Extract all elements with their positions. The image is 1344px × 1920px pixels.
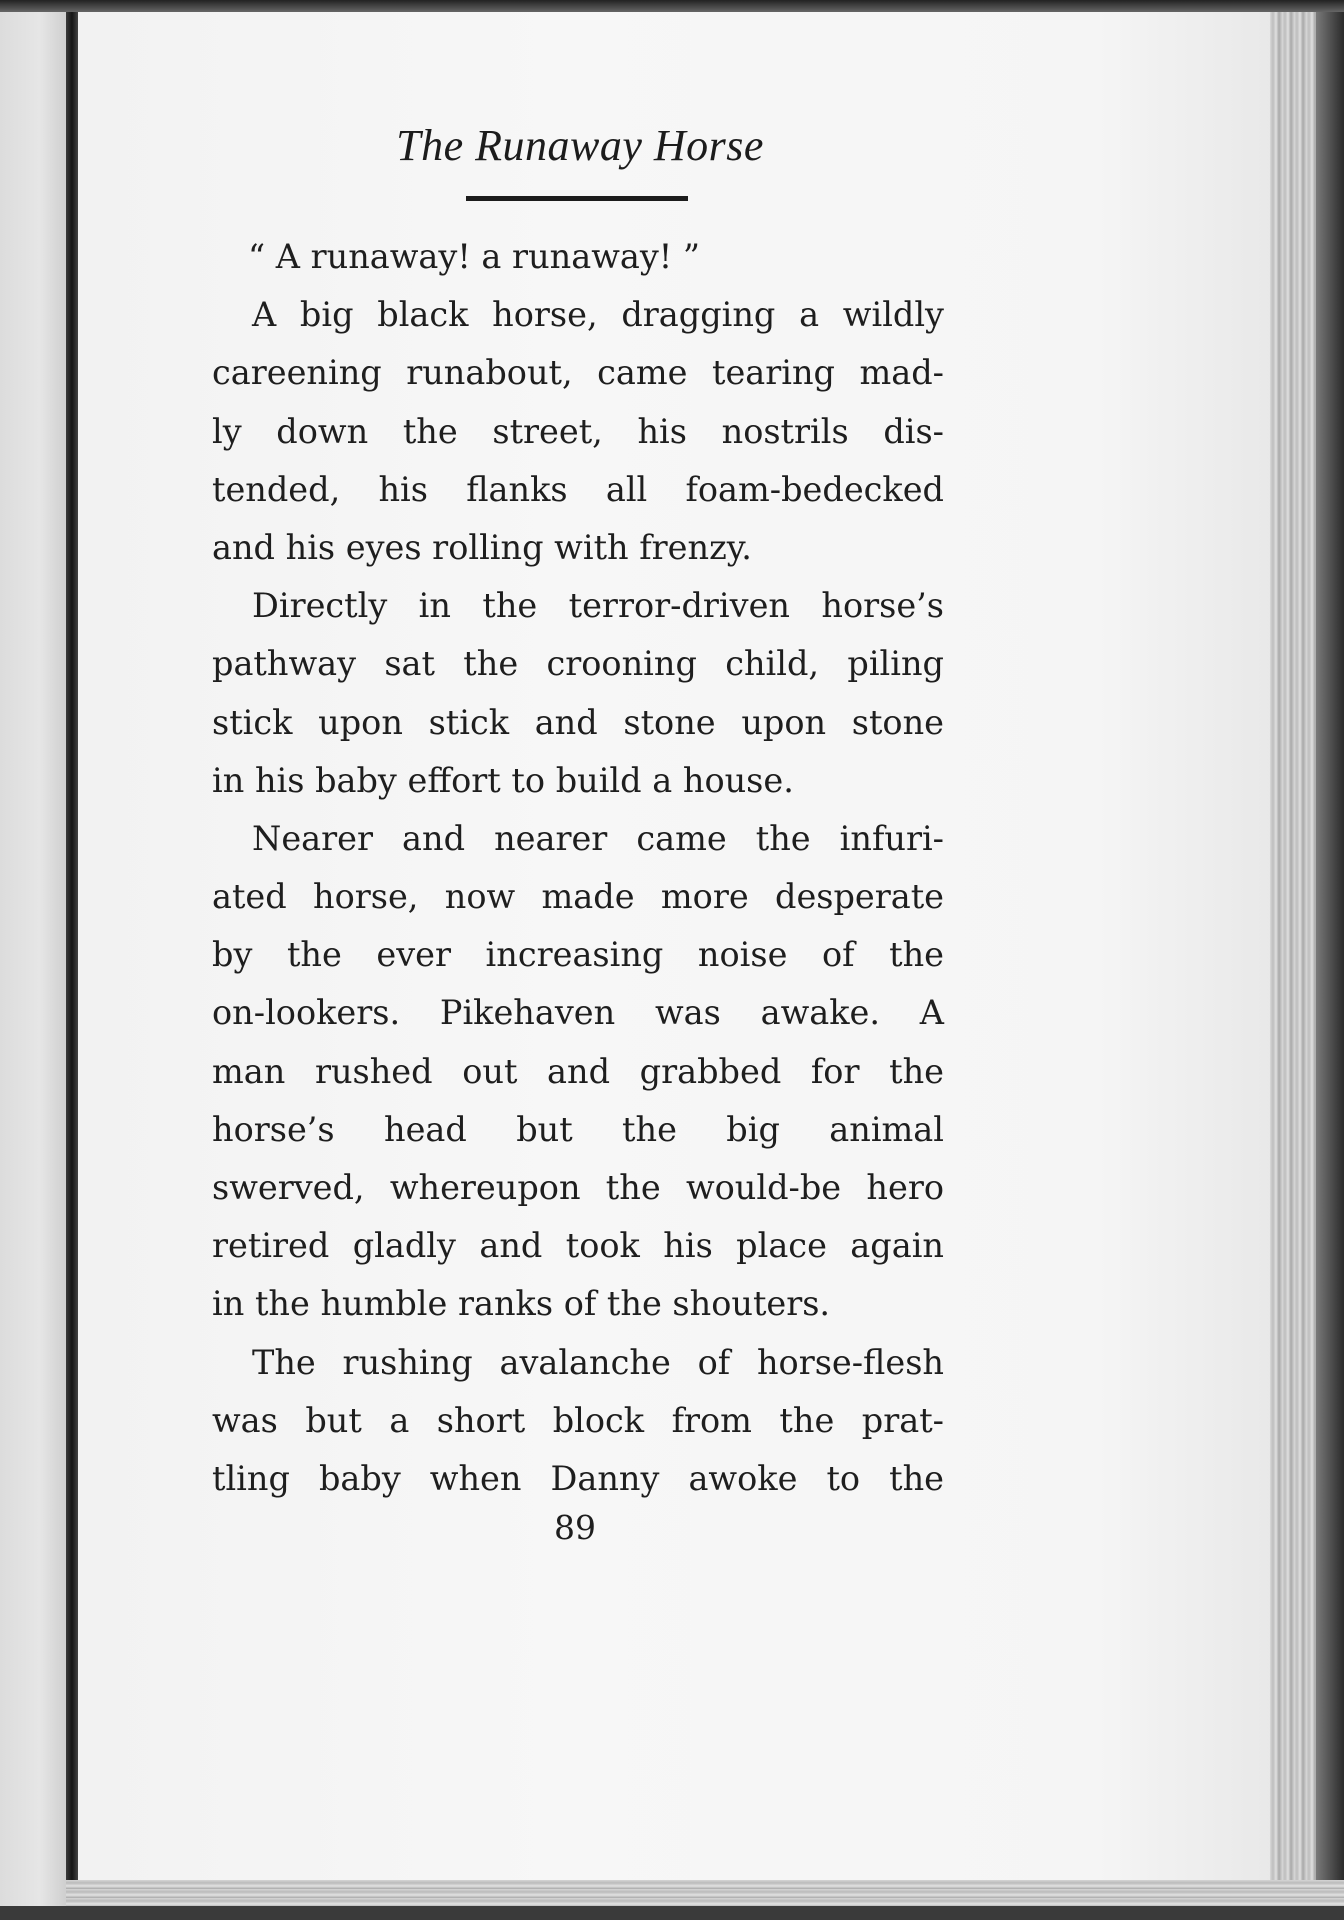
text-line: on-lookers. Pikehaven was awake. A: [212, 993, 944, 1033]
running-head: The Runaway Horse: [396, 121, 764, 170]
book-binding: [66, 0, 78, 1920]
body-text: [212, 228, 944, 1508]
right-cover-edge: [1316, 0, 1344, 1920]
left-page-edge: [0, 0, 66, 1920]
text-line: tended, his flanks all foam-bedecked: [212, 469, 944, 509]
text-line: was but a short block from the prat-: [212, 1400, 944, 1440]
bottom-cover-edge: [0, 1906, 1344, 1920]
text-line: in his baby effort to build a house.: [212, 760, 794, 800]
text-line: stick upon stick and stone upon stone: [212, 702, 944, 742]
text-line: The rushing avalanche of horse-flesh: [252, 1342, 944, 1382]
text-line: in the humble ranks of the shouters.: [212, 1284, 831, 1324]
text-line: and his eyes rolling with frenzy.: [212, 527, 752, 567]
text-line: ly down the street, his nostrils dis-: [212, 411, 944, 451]
page-number: 89: [554, 1508, 596, 1547]
top-cover-edge: [0, 0, 1344, 12]
text-line: by the ever increasing noise of the: [212, 935, 944, 975]
text-line: swerved, whereupon the would-be hero: [212, 1168, 944, 1207]
text-line: Nearer and nearer came the infuri-: [252, 818, 944, 858]
text-line: ated horse, now made more desperate: [212, 877, 944, 917]
running-head-rule: [466, 196, 688, 201]
text-line: horse’s head but the big animal: [212, 1109, 944, 1149]
text-line: A big black horse, dragging a wildly: [252, 295, 944, 335]
text-line: man rushed out and grabbed for the: [212, 1051, 944, 1091]
text-line: pathway sat the crooning child, piling: [212, 644, 944, 684]
text-line: “ A runaway! a runaway! ”: [248, 237, 701, 276]
text-line: careening runabout, came tearing mad-: [212, 353, 944, 393]
text-line: Directly in the terror-driven horse’s: [252, 586, 944, 626]
text-line: tling baby when Danny awoke to the: [212, 1458, 944, 1498]
text-line: retired gladly and took his place again: [212, 1226, 944, 1266]
